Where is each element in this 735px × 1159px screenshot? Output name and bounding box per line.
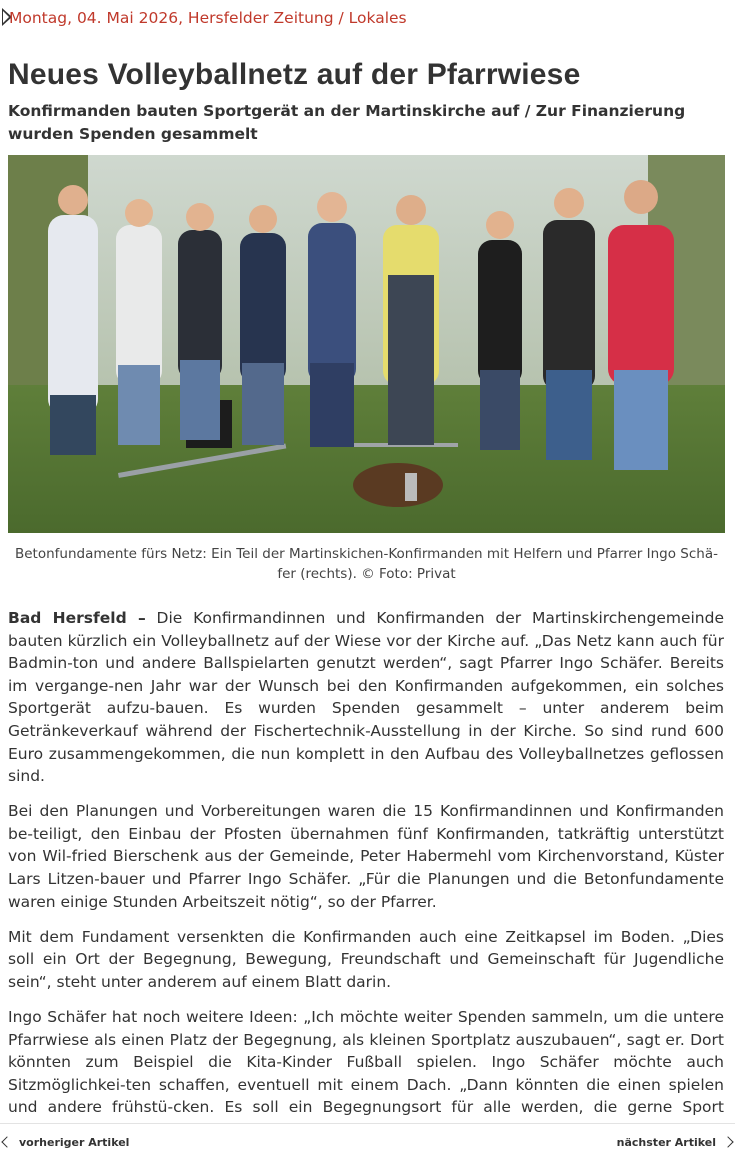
- article-body: [8, 607, 724, 1154]
- next-article-label: nächster Artikel: [616, 1136, 716, 1149]
- paragraph-3: Mit dem Fundament versenkten die Konfirmanden auch eine Zeitkapsel im Boden. „Dies soll ein Ort der Begegnung, Bewegung, Freundschaft und Gemeinschaft für Jugendliche sein“, steht unter anderem auf einem Blatt darin.: [8, 927, 724, 991]
- chevron-right-icon: [722, 1136, 733, 1147]
- top-bar: [0, 6, 735, 32]
- paragraph-1: [8, 607, 724, 788]
- next-article-link[interactable]: [617, 1136, 735, 1149]
- previous-article-link[interactable]: [0, 1136, 129, 1149]
- article-headline: Neues Volleyballnetz auf der Pfarrwiese: [8, 58, 581, 91]
- article-subhead: Konfirmanden bauten Sportgerät an der Martinskirche auf / Zur Finanzierung wurden Spenden gesammelt: [8, 102, 686, 143]
- chevron-left-icon: [1, 1136, 12, 1147]
- article-location: Bad Hersfeld –: [8, 609, 146, 627]
- paragraph-1-text: Die Konfirmandinnen und Konfirmanden der Martinskirchengemeinde bauten kürzlich ein Volleyballnetz auf der Wiese vor der Kirche auf. „Das Netz kann auch für Badmin-ton und andere Ballspielarten genutzt werden“, sagt Pfarrer Ingo Schäfer. Bereits im vergange-nen Jahr war der Wunsch bei den Konfirmanden aufgekommen, ein solches Sportgerät aufzu-bauen. Es wurden Spenden gesammelt – unter anderem beim Getränkeverkauf während der Fischertechnik-Ausstellung in der Kirche. So sind rund 600 Euro zusammengekommen, die nun komplett in den Aufbau des Volleyballnetzes geflossen sind.: [8, 609, 725, 786]
- dateline: Montag, 04. Mai 2026, Hersfelder Zeitung / Lokales: [9, 9, 407, 27]
- photo-caption: Betonfundamente fürs Netz: Ein Teil der Martinskichen-Konfirmanden mit Helfern und Pfarrer Ingo Schä-fer (rechts). © Foto: Privat: [14, 546, 718, 582]
- article-photo: [8, 155, 725, 533]
- article-navigation: [0, 1123, 735, 1159]
- paragraph-2: Bei den Planungen und Vorbereitungen waren die 15 Konfirmandinnen und Konfirmanden be-teiligt, den Einbau der Pfosten übernahmen fünf Konfirmanden, tatkräftig unterstützt von Wil-fried Bierschenk aus der Gemeinde, Peter Habermehl vom Kirchenvorstand, Küster Lars Litzen-bauer und Pfarrer Ingo Schäfer. „Für die Planungen und die Betonfundamente waren einige Stunden Arbeitszeit nötig“, so der Pfarrer.: [8, 802, 724, 911]
- paragraph-4: Ingo Schäfer hat noch weitere Ideen: „Ich möchte weiter Spenden sammeln, um die untere Pfarrwiese als einen Platz der Begegnung, als kleinen Sportplatz auszubauen“, sagt er. Dort könnten zum Beispiel die Kita-Kinder Fußball spielen. Ingo Schäfer möchte auch Sitzmöglichkei-ten schaffen, eventuell mit einem Dach. „Dann könnten die einen spielen und andere frühstü-cken. Es soll ein Begegnungsort für alle werden, die gerne Sport: [8, 1008, 724, 1117]
- previous-article-label: vorheriger Artikel: [19, 1136, 130, 1149]
